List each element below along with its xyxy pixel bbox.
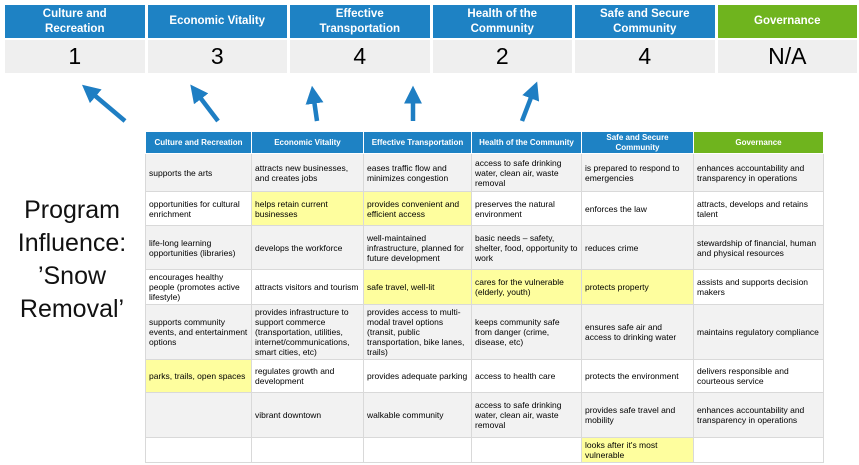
- arrow-icon: [93, 94, 125, 121]
- table-row: [146, 154, 824, 192]
- matrix-header-culture-and-recreation: Culture and Recreation: [146, 132, 252, 154]
- score-value-economic-vitality: 3: [148, 40, 288, 73]
- matrix-cell: attracts visitors and tourism: [252, 270, 364, 305]
- matrix-cell-highlighted: provides convenient and efficient access: [364, 192, 472, 226]
- matrix-cell: [146, 438, 252, 463]
- table-row: [146, 226, 824, 270]
- matrix-header-economic-vitality: Economic Vitality: [252, 132, 364, 154]
- matrix-cell-highlighted: is prepared to respond to emergencies: [582, 154, 694, 192]
- matrix-cell: attracts, develops and retains talent: [694, 192, 824, 226]
- matrix-cell: attracts new businesses, and creates jobs: [252, 154, 364, 192]
- table-row: [146, 360, 824, 393]
- matrix-cell-highlighted: eases traffic flow and minimizes congestion: [364, 154, 472, 192]
- matrix-cell: supports the arts: [146, 154, 252, 192]
- table-row: [146, 305, 824, 360]
- matrix-cell-highlighted: looks after it's most vulnerable: [582, 438, 694, 463]
- matrix-cell-highlighted: provides infrastructure to support commerce (transportation, utilities, internet/communications, smart cities, etc): [252, 305, 364, 360]
- category-header-health-of-the-community: Health of the Community: [433, 5, 573, 38]
- score-value-safe-and-secure-community: 4: [575, 40, 715, 73]
- matrix-cell: develops the workforce: [252, 226, 364, 270]
- score-value-culture-and-recreation: 1: [5, 40, 145, 73]
- matrix-cell: enhances accountability and transparency in operations: [694, 393, 824, 438]
- category-header-culture-and-recreation: Culture and Recreation: [5, 5, 145, 38]
- matrix-cell: maintains regulatory compliance: [694, 305, 824, 360]
- matrix-header-safe-and-secure-community: Safe and Secure Community: [582, 132, 694, 154]
- category-header-governance: Governance: [718, 5, 858, 38]
- matrix-cell: stewardship of financial, human and physical resources: [694, 226, 824, 270]
- matrix-cell: [146, 393, 252, 438]
- matrix-cell: enhances accountability and transparency in operations: [694, 154, 824, 192]
- arrow-icon: [522, 95, 532, 121]
- influence-arrows: [60, 78, 560, 128]
- matrix-cell-highlighted: parks, trails, open spaces: [146, 360, 252, 393]
- matrix-cell: encourages healthy people (promotes active lifestyle): [146, 270, 252, 305]
- score-band: [5, 40, 857, 73]
- matrix-cell: well-maintained infrastructure, planned for future development: [364, 226, 472, 270]
- matrix-cell-highlighted: provides safe travel and mobility: [582, 393, 694, 438]
- matrix-cell-highlighted: basic needs – safety, shelter, food, opportunity to work: [472, 226, 582, 270]
- category-header-safe-and-secure-community: Safe and Secure Community: [575, 5, 715, 38]
- matrix-cell-highlighted: protects property: [582, 270, 694, 305]
- table-header-row: [146, 132, 824, 154]
- matrix-cell: assists and supports decision makers: [694, 270, 824, 305]
- matrix-cell-highlighted: keeps community safe from danger (crime, disease, etc): [472, 305, 582, 360]
- matrix-cell: access to safe drinking water, clean air, waste removal: [472, 393, 582, 438]
- matrix-cell-highlighted: helps retain current businesses: [252, 192, 364, 226]
- page-title-line: Program: [24, 196, 120, 224]
- page-title-line: ’Snow: [37, 262, 107, 290]
- category-header-economic-vitality: Economic Vitality: [148, 5, 288, 38]
- score-value-governance: N/A: [718, 40, 858, 73]
- matrix-cell: vibrant downtown: [252, 393, 364, 438]
- matrix-header-row: [146, 132, 824, 154]
- influence-matrix: [145, 131, 824, 463]
- matrix-cell: preserves the natural environment: [472, 192, 582, 226]
- matrix-cell: protects the environment: [582, 360, 694, 393]
- table-row: [146, 393, 824, 438]
- table-row: [146, 270, 824, 305]
- matrix-cell: life-long learning opportunities (libraries): [146, 226, 252, 270]
- matrix-cell-highlighted: cares for the vulnerable (elderly, youth): [472, 270, 582, 305]
- matrix-cell-highlighted: safe travel, well-lit: [364, 270, 472, 305]
- matrix-cell: access to safe drinking water, clean air, waste removal: [472, 154, 582, 192]
- page-title-line: Removal’: [19, 295, 125, 323]
- matrix-cell: opportunities for cultural enrichment: [146, 192, 252, 226]
- matrix-cell: [252, 438, 364, 463]
- matrix-cell: enforces the law: [582, 192, 694, 226]
- matrix-cell: reduces crime: [582, 226, 694, 270]
- matrix-cell: walkable community: [364, 393, 472, 438]
- matrix-cell: regulates growth and development: [252, 360, 364, 393]
- matrix-body: [146, 154, 824, 463]
- arrow-icon: [314, 100, 317, 121]
- matrix-cell-highlighted: provides access to multi-modal travel options (transit, public transportation, bike lanes, trails): [364, 305, 472, 360]
- matrix-header-health-of-the-community: Health of the Community: [472, 132, 582, 154]
- table-row: [146, 192, 824, 226]
- category-header-effective-transportation: Effective Transportation: [290, 5, 430, 38]
- table-row: [146, 438, 824, 463]
- matrix-cell: [364, 438, 472, 463]
- matrix-cell: [694, 438, 824, 463]
- matrix-cell: ensures safe air and access to drinking water: [582, 305, 694, 360]
- matrix-header-governance: Governance: [694, 132, 824, 154]
- matrix-cell: delivers responsible and courteous service: [694, 360, 824, 393]
- score-value-health-of-the-community: 2: [433, 40, 573, 73]
- page-title: [0, 194, 144, 326]
- page-title-line: Influence:: [17, 229, 127, 257]
- matrix-cell: provides adequate parking: [364, 360, 472, 393]
- category-band: [5, 5, 857, 38]
- arrow-icon: [199, 96, 218, 121]
- matrix-cell: supports community events, and entertainment options: [146, 305, 252, 360]
- score-value-effective-transportation: 4: [290, 40, 430, 73]
- matrix-header-effective-transportation: Effective Transportation: [364, 132, 472, 154]
- matrix-cell: [472, 438, 582, 463]
- matrix-cell: access to health care: [472, 360, 582, 393]
